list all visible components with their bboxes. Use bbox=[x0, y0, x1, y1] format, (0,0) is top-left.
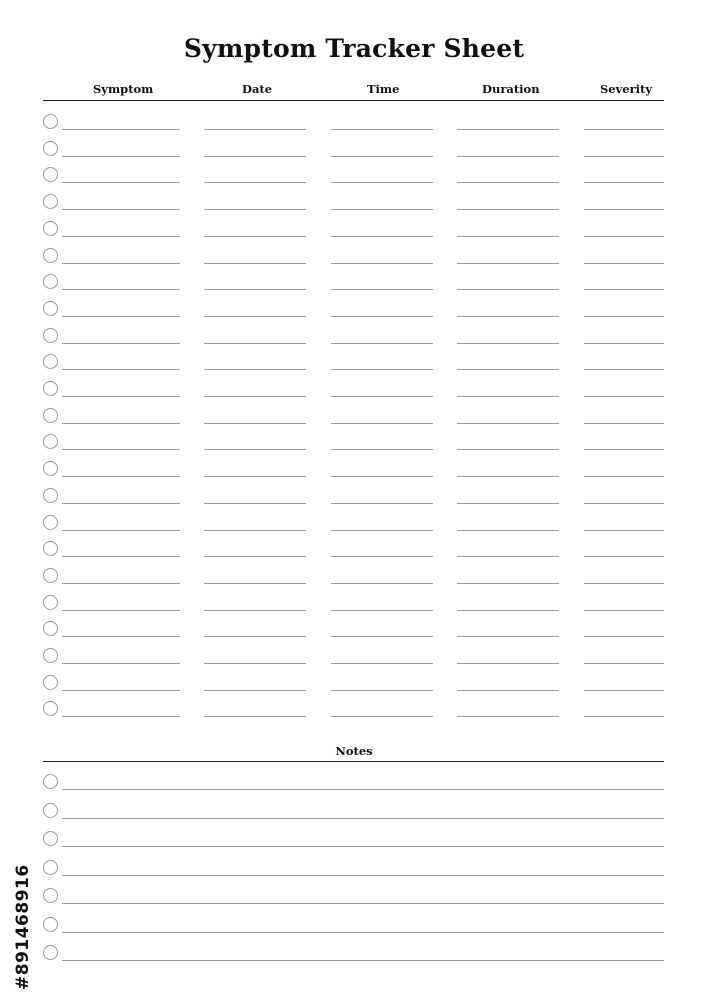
symptom-entry-line[interactable] bbox=[62, 289, 180, 290]
checkbox-circle[interactable] bbox=[43, 167, 58, 182]
duration-entry-line[interactable] bbox=[457, 503, 559, 504]
checkbox-circle[interactable] bbox=[43, 917, 58, 932]
severity-entry-line[interactable] bbox=[584, 369, 664, 370]
notes-entry-line[interactable] bbox=[62, 960, 664, 961]
notes-title: Notes bbox=[335, 744, 373, 758]
checkbox-circle[interactable] bbox=[43, 831, 58, 846]
checkbox-circle[interactable] bbox=[43, 568, 58, 583]
date-entry-line[interactable] bbox=[204, 449, 306, 450]
tracker-row bbox=[0, 114, 708, 141]
duration-entry-line[interactable] bbox=[457, 396, 559, 397]
tracker-row bbox=[0, 488, 708, 515]
date-entry-line[interactable] bbox=[204, 636, 306, 637]
symptom-entry-line[interactable] bbox=[62, 396, 180, 397]
tracker-row bbox=[0, 408, 708, 435]
time-entry-line[interactable] bbox=[331, 636, 433, 637]
duration-entry-line[interactable] bbox=[457, 316, 559, 317]
duration-entry-line[interactable] bbox=[457, 263, 559, 264]
time-entry-line[interactable] bbox=[331, 129, 433, 130]
severity-entry-line[interactable] bbox=[584, 476, 664, 477]
symptom-entry-line[interactable] bbox=[62, 316, 180, 317]
severity-entry-line[interactable] bbox=[584, 690, 664, 691]
tracker-row bbox=[0, 381, 708, 408]
checkbox-circle[interactable] bbox=[43, 488, 58, 503]
severity-entry-line[interactable] bbox=[584, 263, 664, 264]
stock-id-label: #891468916 bbox=[13, 864, 33, 990]
time-entry-line[interactable] bbox=[331, 209, 433, 210]
tracker-row bbox=[0, 248, 708, 275]
tracker-row bbox=[0, 621, 708, 648]
checkbox-circle[interactable] bbox=[43, 114, 58, 129]
notes-row bbox=[0, 917, 708, 944]
duration-entry-line[interactable] bbox=[457, 289, 559, 290]
tracker-row bbox=[0, 701, 708, 728]
duration-entry-line[interactable] bbox=[457, 449, 559, 450]
checkbox-circle[interactable] bbox=[43, 141, 58, 156]
time-entry-line[interactable] bbox=[331, 716, 433, 717]
notes-row bbox=[0, 774, 708, 801]
symptom-entry-line[interactable] bbox=[62, 263, 180, 264]
symptom-entry-line[interactable] bbox=[62, 690, 180, 691]
tracker-row bbox=[0, 274, 708, 301]
notes-entry-line[interactable] bbox=[62, 789, 664, 790]
checkbox-circle[interactable] bbox=[43, 328, 58, 343]
time-entry-line[interactable] bbox=[331, 476, 433, 477]
duration-entry-line[interactable] bbox=[457, 423, 559, 424]
notes-divider bbox=[43, 761, 664, 762]
time-entry-line[interactable] bbox=[331, 263, 433, 264]
symptom-entry-line[interactable] bbox=[62, 209, 180, 210]
time-entry-line[interactable] bbox=[331, 610, 433, 611]
tracker-row bbox=[0, 194, 708, 221]
severity-entry-line[interactable] bbox=[584, 423, 664, 424]
time-entry-line[interactable] bbox=[331, 423, 433, 424]
checkbox-circle[interactable] bbox=[43, 354, 58, 369]
time-entry-line[interactable] bbox=[331, 530, 433, 531]
time-entry-line[interactable] bbox=[331, 156, 433, 157]
column-header-time: Time bbox=[367, 82, 400, 96]
severity-entry-line[interactable] bbox=[584, 556, 664, 557]
notes-entry-line[interactable] bbox=[62, 818, 664, 819]
severity-entry-line[interactable] bbox=[584, 316, 664, 317]
sheet-title: Symptom Tracker Sheet bbox=[183, 34, 525, 63]
header-divider bbox=[43, 100, 664, 101]
checkbox-circle[interactable] bbox=[43, 248, 58, 263]
duration-entry-line[interactable] bbox=[457, 663, 559, 664]
duration-entry-line[interactable] bbox=[457, 343, 559, 344]
symptom-entry-line[interactable] bbox=[62, 449, 180, 450]
severity-entry-line[interactable] bbox=[584, 583, 664, 584]
duration-entry-line[interactable] bbox=[457, 236, 559, 237]
notes-entry-line[interactable] bbox=[62, 875, 664, 876]
symptom-entry-line[interactable] bbox=[62, 636, 180, 637]
severity-entry-line[interactable] bbox=[584, 396, 664, 397]
severity-entry-line[interactable] bbox=[584, 503, 664, 504]
tracker-row bbox=[0, 434, 708, 461]
checkbox-circle[interactable] bbox=[43, 675, 58, 690]
tracker-row bbox=[0, 221, 708, 248]
severity-entry-line[interactable] bbox=[584, 182, 664, 183]
checkbox-circle[interactable] bbox=[43, 461, 58, 476]
checkbox-circle[interactable] bbox=[43, 888, 58, 903]
time-entry-line[interactable] bbox=[331, 289, 433, 290]
time-entry-line[interactable] bbox=[331, 369, 433, 370]
date-entry-line[interactable] bbox=[204, 236, 306, 237]
symptom-entry-line[interactable] bbox=[62, 182, 180, 183]
date-entry-line[interactable] bbox=[204, 289, 306, 290]
tracker-row bbox=[0, 541, 708, 568]
checkbox-circle[interactable] bbox=[43, 194, 58, 209]
severity-entry-line[interactable] bbox=[584, 129, 664, 130]
date-entry-line[interactable] bbox=[204, 663, 306, 664]
duration-entry-line[interactable] bbox=[457, 690, 559, 691]
duration-entry-line[interactable] bbox=[457, 716, 559, 717]
checkbox-circle[interactable] bbox=[43, 595, 58, 610]
duration-entry-line[interactable] bbox=[457, 556, 559, 557]
tracker-row bbox=[0, 648, 708, 675]
severity-entry-line[interactable] bbox=[584, 236, 664, 237]
date-entry-line[interactable] bbox=[204, 396, 306, 397]
tracker-row bbox=[0, 595, 708, 622]
checkbox-circle[interactable] bbox=[43, 381, 58, 396]
duration-entry-line[interactable] bbox=[457, 182, 559, 183]
column-header-severity: Severity bbox=[600, 82, 653, 96]
date-entry-line[interactable] bbox=[204, 182, 306, 183]
symptom-entry-line[interactable] bbox=[62, 423, 180, 424]
time-entry-line[interactable] bbox=[331, 503, 433, 504]
duration-entry-line[interactable] bbox=[457, 156, 559, 157]
time-entry-line[interactable] bbox=[331, 556, 433, 557]
time-entry-line[interactable] bbox=[331, 449, 433, 450]
duration-entry-line[interactable] bbox=[457, 209, 559, 210]
symptom-entry-line[interactable] bbox=[62, 556, 180, 557]
tracker-row bbox=[0, 354, 708, 381]
notes-row bbox=[0, 831, 708, 858]
date-entry-line[interactable] bbox=[204, 369, 306, 370]
time-entry-line[interactable] bbox=[331, 236, 433, 237]
date-entry-line[interactable] bbox=[204, 209, 306, 210]
severity-entry-line[interactable] bbox=[584, 209, 664, 210]
symptom-entry-line[interactable] bbox=[62, 610, 180, 611]
date-entry-line[interactable] bbox=[204, 263, 306, 264]
duration-entry-line[interactable] bbox=[457, 476, 559, 477]
tracker-row bbox=[0, 167, 708, 194]
time-entry-line[interactable] bbox=[331, 343, 433, 344]
checkbox-circle[interactable] bbox=[43, 221, 58, 236]
date-entry-line[interactable] bbox=[204, 316, 306, 317]
duration-entry-line[interactable] bbox=[457, 583, 559, 584]
notes-row bbox=[0, 803, 708, 830]
column-header-symptom: Symptom bbox=[93, 82, 154, 96]
notes-entry-line[interactable] bbox=[62, 846, 664, 847]
table-header bbox=[0, 82, 708, 102]
date-entry-line[interactable] bbox=[204, 690, 306, 691]
column-header-date: Date bbox=[242, 82, 273, 96]
date-entry-line[interactable] bbox=[204, 343, 306, 344]
column-header-duration: Duration bbox=[482, 82, 540, 96]
severity-entry-line[interactable] bbox=[584, 636, 664, 637]
symptom-entry-line[interactable] bbox=[62, 583, 180, 584]
checkbox-circle[interactable] bbox=[43, 408, 58, 423]
notes-row bbox=[0, 860, 708, 887]
time-entry-line[interactable] bbox=[331, 690, 433, 691]
checkbox-circle[interactable] bbox=[43, 860, 58, 875]
date-entry-line[interactable] bbox=[204, 503, 306, 504]
tracker-row bbox=[0, 301, 708, 328]
checkbox-circle[interactable] bbox=[43, 621, 58, 636]
tracker-row bbox=[0, 675, 708, 702]
duration-entry-line[interactable] bbox=[457, 530, 559, 531]
severity-entry-line[interactable] bbox=[584, 289, 664, 290]
checkbox-circle[interactable] bbox=[43, 541, 58, 556]
checkbox-circle[interactable] bbox=[43, 648, 58, 663]
symptom-entry-line[interactable] bbox=[62, 663, 180, 664]
date-entry-line[interactable] bbox=[204, 610, 306, 611]
notes-row bbox=[0, 888, 708, 915]
time-entry-line[interactable] bbox=[331, 396, 433, 397]
date-entry-line[interactable] bbox=[204, 583, 306, 584]
severity-entry-line[interactable] bbox=[584, 610, 664, 611]
time-entry-line[interactable] bbox=[331, 663, 433, 664]
severity-entry-line[interactable] bbox=[584, 449, 664, 450]
symptom-entry-line[interactable] bbox=[62, 343, 180, 344]
severity-entry-line[interactable] bbox=[584, 716, 664, 717]
notes-row bbox=[0, 945, 708, 972]
time-entry-line[interactable] bbox=[331, 316, 433, 317]
symptom-entry-line[interactable] bbox=[62, 236, 180, 237]
tracker-row bbox=[0, 328, 708, 355]
duration-entry-line[interactable] bbox=[457, 610, 559, 611]
checkbox-circle[interactable] bbox=[43, 274, 58, 289]
checkbox-circle[interactable] bbox=[43, 701, 58, 716]
date-entry-line[interactable] bbox=[204, 716, 306, 717]
severity-entry-line[interactable] bbox=[584, 156, 664, 157]
duration-entry-line[interactable] bbox=[457, 369, 559, 370]
symptom-entry-line[interactable] bbox=[62, 156, 180, 157]
duration-entry-line[interactable] bbox=[457, 636, 559, 637]
checkbox-circle[interactable] bbox=[43, 803, 58, 818]
tracker-row bbox=[0, 461, 708, 488]
symptom-entry-line[interactable] bbox=[62, 503, 180, 504]
symptom-entry-line[interactable] bbox=[62, 530, 180, 531]
checkbox-circle[interactable] bbox=[43, 945, 58, 960]
date-entry-line[interactable] bbox=[204, 156, 306, 157]
date-entry-line[interactable] bbox=[204, 556, 306, 557]
checkbox-circle[interactable] bbox=[43, 515, 58, 530]
tracker-row bbox=[0, 568, 708, 595]
severity-entry-line[interactable] bbox=[584, 663, 664, 664]
symptom-entry-line[interactable] bbox=[62, 476, 180, 477]
symptom-entry-line[interactable] bbox=[62, 369, 180, 370]
notes-entry-line[interactable] bbox=[62, 932, 664, 933]
symptom-entry-line[interactable] bbox=[62, 716, 180, 717]
date-entry-line[interactable] bbox=[204, 129, 306, 130]
tracker-row bbox=[0, 141, 708, 168]
tracker-row bbox=[0, 515, 708, 542]
checkbox-circle[interactable] bbox=[43, 774, 58, 789]
date-entry-line[interactable] bbox=[204, 476, 306, 477]
checkbox-circle[interactable] bbox=[43, 434, 58, 449]
checkbox-circle[interactable] bbox=[43, 301, 58, 316]
symptom-entry-line[interactable] bbox=[62, 129, 180, 130]
time-entry-line[interactable] bbox=[331, 182, 433, 183]
notes-entry-line[interactable] bbox=[62, 903, 664, 904]
duration-entry-line[interactable] bbox=[457, 129, 559, 130]
time-entry-line[interactable] bbox=[331, 583, 433, 584]
severity-entry-line[interactable] bbox=[584, 343, 664, 344]
date-entry-line[interactable] bbox=[204, 530, 306, 531]
date-entry-line[interactable] bbox=[204, 423, 306, 424]
severity-entry-line[interactable] bbox=[584, 530, 664, 531]
